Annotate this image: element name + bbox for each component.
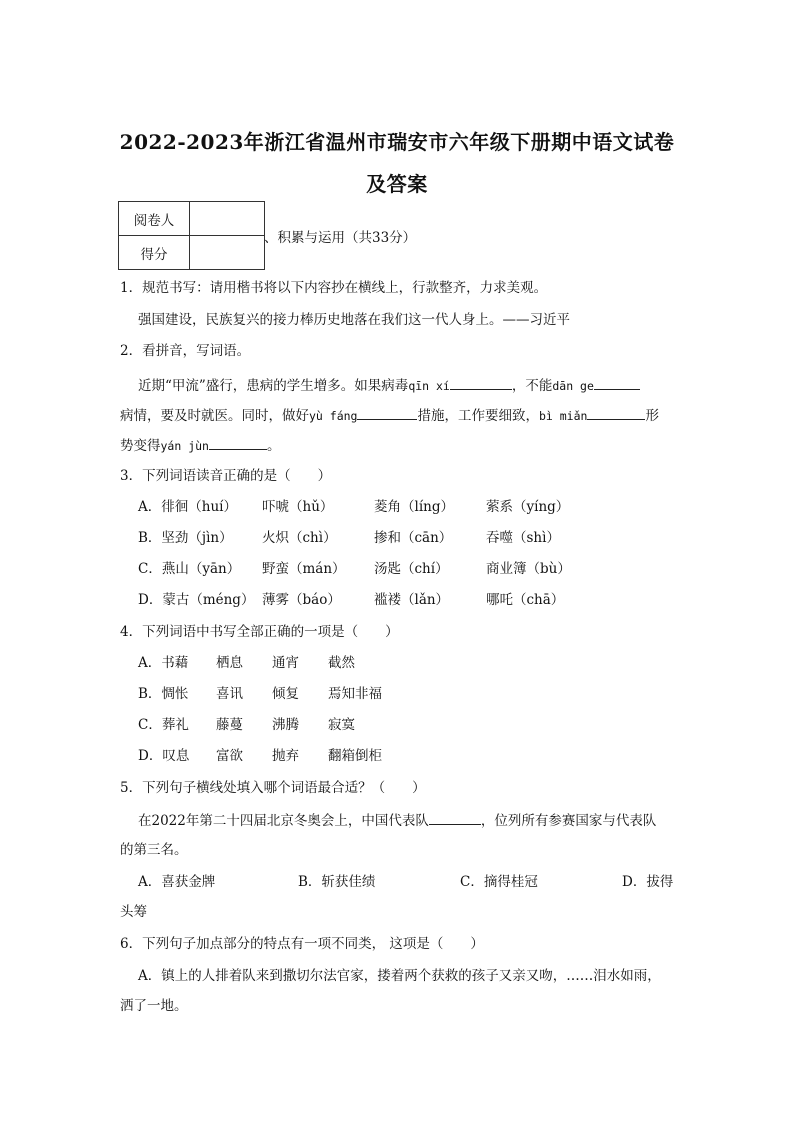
option-word: 掺和（cān）: [374, 530, 453, 546]
option-word: C．燕山（yān）: [138, 561, 241, 577]
q2-text: 形: [645, 408, 659, 424]
option-word: 通宵: [272, 655, 299, 671]
pinyin: qīn xí: [408, 379, 450, 393]
option-word: 野蛮（mán）: [262, 561, 346, 577]
q6-option-a[interactable]: A．镇上的人排着队来到撒切尔法官家，搂着两个获救的孩子又亲又吻，……泪水如雨，: [138, 968, 661, 984]
q3-option-d[interactable]: [138, 590, 564, 610]
q3-option-a[interactable]: [138, 497, 569, 517]
option-word: 褴褛（lǎn）: [374, 592, 450, 608]
q2-text: 病情，要及时就医。同时，做好: [120, 408, 309, 424]
q4-option-a[interactable]: [138, 653, 355, 673]
option-word: 吞噬（shì）: [486, 530, 560, 546]
q4-option-d[interactable]: [138, 746, 382, 766]
score-label: 得分: [119, 236, 190, 270]
option-word: 汤匙（chí）: [374, 561, 449, 577]
q6-option-a-wrap: 洒了一地。: [120, 998, 188, 1014]
option-word: 薄雾（báo）: [262, 592, 341, 608]
q2-text: 措施，工作要细致，: [417, 408, 539, 424]
option-word: 沸腾: [272, 717, 299, 733]
option-word: 倾复: [272, 686, 299, 702]
answer-blank[interactable]: [357, 405, 417, 420]
answer-blank[interactable]: [429, 810, 481, 825]
q2-line1: [138, 375, 640, 396]
pinyin: yù fáng: [309, 409, 358, 423]
score-table: [118, 201, 265, 270]
option-word: 喜讯: [216, 686, 243, 702]
option-a[interactable]: A．喜获金牌: [138, 874, 216, 890]
q2-line2: [120, 405, 659, 426]
option-word: 火炽（chì）: [262, 530, 337, 546]
q5-text: 在2022年第二十四届北京冬奥会上，中国代表队: [138, 813, 429, 829]
score-cell[interactable]: [190, 236, 265, 270]
option-word: 藤蔓: [216, 717, 243, 733]
option-word: 截然: [328, 655, 355, 671]
q3-option-b[interactable]: [138, 528, 560, 548]
q6-stem: 6．下列句子加点部分的特点有一项不同类， 这项是（ ）: [120, 936, 484, 952]
option-word: B．惆怅: [138, 686, 189, 702]
option-d[interactable]: D．拔得: [622, 874, 674, 890]
pinyin: dān ge: [552, 379, 594, 393]
q5-line2: 的第三名。: [120, 842, 188, 858]
option-word: 菱角（líng）: [374, 499, 454, 515]
option-word: 抛弃: [272, 748, 299, 764]
q2-text: 近期“甲流”盛行，患病的学生增多。如果病毒: [138, 378, 409, 394]
option-word: D．蒙古（méng）: [138, 592, 255, 608]
option-word: B．坚劲（jìn）: [138, 530, 233, 546]
answer-blank[interactable]: [587, 405, 645, 420]
option-word: 萦系（yíng）: [486, 499, 570, 515]
q2-line3: [120, 435, 280, 456]
option-word: 栖息: [216, 655, 243, 671]
pinyin: yán jùn: [160, 439, 209, 453]
option-b[interactable]: B．斩获佳绩: [298, 874, 376, 890]
option-word: 焉知非福: [328, 686, 382, 702]
option-word: 商业簿（bù）: [486, 561, 571, 577]
q5-line1: [138, 810, 656, 831]
q5-stem: 5．下列句子横线处填入哪个词语最合适？（ ）: [120, 780, 426, 796]
option-word: 哪吒（chā）: [486, 592, 565, 608]
option-word: 富欲: [216, 748, 243, 764]
q3-stem: 3．下列词语读音正确的是（ ）: [120, 468, 332, 484]
q4-option-b[interactable]: [138, 684, 382, 704]
section-heading: 、积累与运用（共33分）: [264, 230, 417, 246]
page-title: 2022-2023年浙江省温州市瑞安市六年级下册期中语文试卷: [119, 130, 675, 154]
q5-text: ，位列所有参赛国家与代表队: [480, 813, 657, 829]
reviewer-cell[interactable]: [190, 202, 265, 236]
q2-text: 势变得: [120, 438, 161, 454]
reviewer-label: 阅卷人: [119, 202, 190, 236]
answer-blank[interactable]: [209, 435, 267, 450]
option-word: 吓唬（hǔ）: [262, 499, 334, 515]
q4-option-c[interactable]: [138, 715, 355, 735]
pinyin: bì miǎn: [538, 409, 588, 423]
q3-option-c[interactable]: [138, 559, 571, 579]
q2-stem: 2．看拼音，写词语。: [120, 343, 251, 359]
q1-stem: 1．规范书写：请用楷书将以下内容抄在横线上，行款整齐，力求美观。: [120, 280, 548, 296]
option-word: A．徘徊（huí）: [138, 499, 237, 515]
option-word: 寂寞: [328, 717, 355, 733]
option-word: C．葬礼: [138, 717, 189, 733]
q5-options[interactable]: [138, 872, 673, 892]
q2-text: ，不能: [511, 378, 553, 394]
option-word: 翻箱倒柜: [328, 748, 382, 764]
q1-text: 强国建设，民族复兴的接力棒历史地落在我们这一代人身上。——习近平: [138, 312, 570, 328]
answer-blank[interactable]: [450, 375, 512, 390]
option-word: A．书藉: [138, 655, 189, 671]
q2-text: 。: [266, 438, 281, 454]
answer-blank[interactable]: [594, 375, 640, 390]
q5-option-wrap: 头筹: [120, 904, 147, 920]
option-c[interactable]: C．摘得桂冠: [460, 874, 538, 890]
page-title-continued: 及答案: [366, 172, 428, 196]
option-word: D．叹息: [138, 748, 190, 764]
q4-stem: 4．下列词语中书写全部正确的一项是（ ）: [120, 624, 399, 640]
